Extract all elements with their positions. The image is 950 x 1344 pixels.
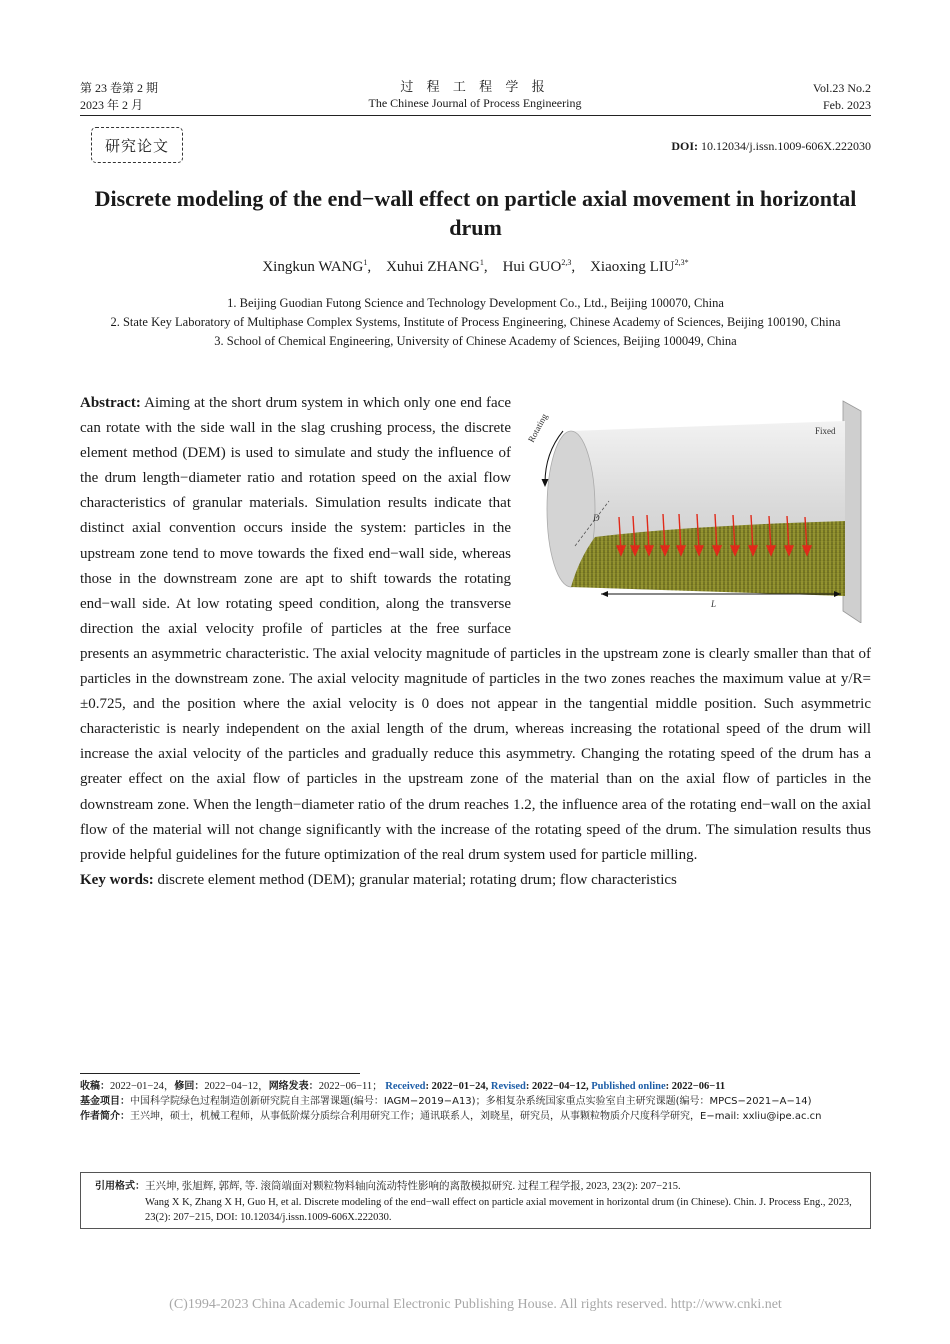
affiliation: 2. State Key Laboratory of Multiphase Complex Systems, Institute of Process Engineering, Chinese Academy of Sciences, Beijing 100190, China: [110, 315, 841, 329]
affiliation: 3. School of Chemical Engineering, University of Chinese Academy of Sciences, Beijing 100049, China: [214, 334, 737, 348]
funding-line: 基金项目： 中国科学院绿色过程制造创新研究院自主部署课题(编号：IAGM−2019−A13)；多相复杂系统国家重点实验室自主研究课题(编号：MPCS−2021−A−14): [80, 1096, 812, 1107]
footnotes: [80, 1079, 871, 1124]
author: Xuhui ZHANG$^1$: [386, 258, 484, 275]
citation-en: Wang X K, Zhang X H, Guo H, et al. Discrete modeling of the end−wall effect on particle axial movement in horizontal drum (in Chinese). Chin. J. Process Eng., 2023, 23(2): 207−215, DOI: 10.12034/j.issn.1009-606X.222030.: [145, 1196, 852, 1223]
copyright-notice: (C)1994-2023 China Academic Journal Electronic Publishing House. All rights reserved. http://www.cnki.net: [169, 1297, 782, 1312]
doi-label: DOI:: [671, 139, 698, 153]
diameter-label: D: [593, 513, 600, 523]
fixed-label: Fixed: [815, 426, 836, 436]
date-cn: 2023 年 2 月: [80, 98, 144, 112]
affiliation: 1. Beijing Guodian Futong Science and Technology Development Co., Ltd., Beijing 100070, China: [227, 296, 724, 310]
author-bio-line: 作者简介： 王兴坤，硕士，机械工程师，从事低阶煤分质综合利用研究工作；通讯联系人，刘晓星，研究员，从事颗粒物质介尺度科学研究，E−mail: xxliu@ipe.ac.cn: [80, 1111, 822, 1122]
doi[interactable]: [671, 139, 871, 154]
journal-title-en: The Chinese Journal of Process Engineering: [368, 96, 582, 110]
header-center: [300, 78, 650, 112]
abstract-label: Abstract:: [80, 395, 141, 411]
volume-en: Vol.23 No.2: [812, 81, 871, 95]
dates-line: 收稿：2022−01−24，修回：2022−04−12，网络发表：2022−06−11； Received: 2022−01−24, Revised: 2022−04−12, Published online: 2022−06−11: [80, 1081, 726, 1092]
keywords-label: Key words:: [80, 871, 154, 888]
abstract-text: Aiming at the short drum system in which only one end face can rotate with the side wall in the slag crushing process, the discrete element method (DEM) is used to simulate and study the influence of the drum length−diameter ratio and rotation speed on the axial flow characteristics of granular materials. Simulation results indicate that distinct axial convention occurs inside the system: particles in the upstream zone tend to move towards the fixed end−wall side, whereas those in the downstream zone are apt to shift towards the rotating end−wall side. At low rotating speed condition, along the transverse direction the axial velocity profile of particles at the free surface presents an asymmetric characteristic. The axial velocity magnitude of particles in the upstream zone is clearly smaller than that of particles in the downstream zone. The axial velocity magnitude of particles in the two zones reaches the maximum value at y/R= ±0.725, and the position where the axial velocity is 0 does not appear in the tangential middle position. Such asymmetric characteristic is nearly independent on the axial length of the drum, whereas increasing the rotational speed of the drum will increase the axial velocity of the particles and gradually reduce this asymmetry. Changing the rotating speed of the drum has a greater effect on the axial flow of particles in the upstream zone of the material than on the axial flow of particles in the downstream zone. When the length−diameter ratio of the drum reaches 1.2, the influence area of the rotating end−wall on the axial flow of the material will not change significantly with the increase of the rotating speed of the drum. The simulation results thus provide helpful guidelines for the future optimization of the real drum system used for particle milling.: [80, 395, 871, 863]
header-left: [80, 80, 158, 114]
length-label: L: [711, 599, 717, 609]
author: Xingkun WANG$^1$: [262, 258, 368, 275]
citation-cn: 王兴坤, 张旭辉, 郭辉, 等. 滚筒端面对颗粒物料轴向流动特性影响的离散模拟研究. 过程工程学报, 2023, 23(2): 207−215.: [145, 1181, 681, 1192]
date-en: Feb. 2023: [823, 98, 871, 112]
rotating-label: Rotating: [525, 411, 550, 444]
keywords-text: discrete element method (DEM); granular material; rotating drum; flow characteristics: [157, 871, 677, 888]
author: Xiaoxing $LIU^{2,3*}$: [590, 258, 689, 275]
header-rule: [80, 115, 871, 116]
drum-figure: [523, 391, 871, 623]
article-type-badge: 研究论文: [91, 127, 183, 163]
abstract: [80, 391, 871, 893]
paper-title: Discrete modeling of the end−wall effect on particle axial movement in horizontal drum: [94, 186, 857, 240]
doi-value[interactable]: 10.12034/j.issn.1009-606X.222030: [700, 139, 871, 153]
fixed-end-plate: [843, 401, 861, 623]
affiliations: [80, 294, 871, 351]
author-list: Xingkun WANG$^1$, Xuhui ZHANG$^1$, Hui GUO$^{2,3}$, Xiaoxing $LIU^{2,3*}$: [262, 258, 689, 275]
citation-box: [80, 1172, 871, 1229]
drum-illustration: [523, 391, 871, 623]
header-right: [813, 80, 871, 114]
author: Hui GUO$^{2,3}$: [502, 258, 572, 275]
keywords: [80, 868, 871, 893]
footnote-rule: [80, 1073, 360, 1074]
volume-cn: 第 23 卷第 2 期: [80, 81, 159, 95]
journal-title-cn: 过 程 工 程 学 报: [400, 79, 550, 94]
citation-label: 引用格式：: [95, 1181, 145, 1192]
